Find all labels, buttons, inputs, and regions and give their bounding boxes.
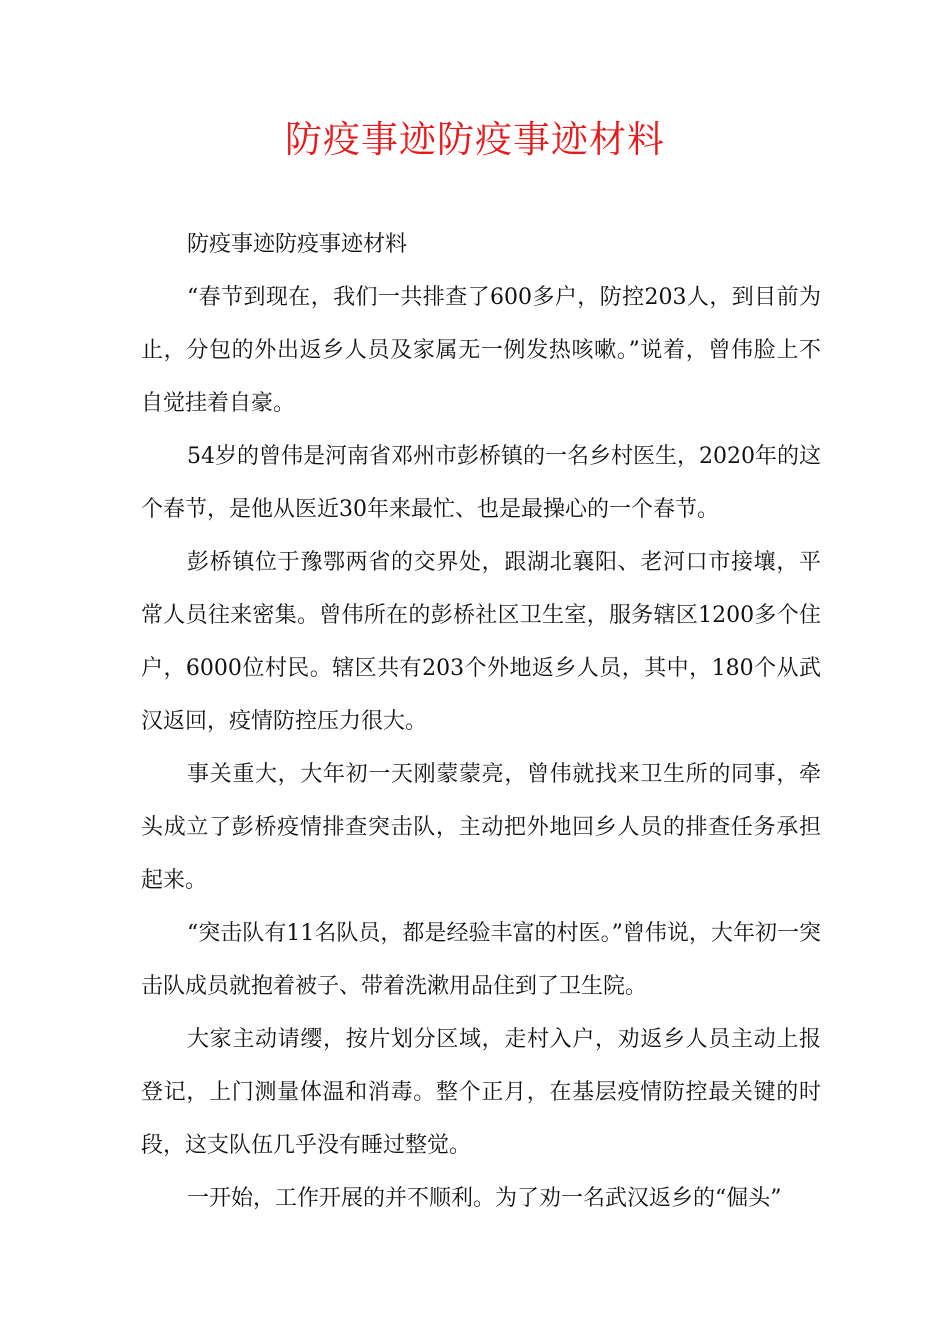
paragraph: “突击队有11名队员，都是经验丰富的村医。”曾伟说，大年初一突击队成员就抱着被子、带着洗漱用品住到了卫生院。 [141,921,821,999]
paragraph: 大家主动请缨，按片划分区域，走村入户，劝返乡人员主动上报登记，上门测量体温和消毒。整个正月，在基层疫情防控最关键的时段，这支队伍几乎没有睡过整觉。 [141,1027,821,1158]
document-title: 防疫事迹防疫事迹材料 [285,118,665,161]
document-body [141,218,821,1225]
paragraph: “春节到现在，我们一共排查了600多户，防控203人，到目前为止，分包的外出返乡人员及家属无一例发热咳嗽。”说着，曾伟脸上不自觉挂着自豪。 [141,285,821,416]
paragraph: 事关重大，大年初一天刚蒙蒙亮，曾伟就找来卫生所的同事，牵头成立了彭桥疫情排查突击队，主动把外地回乡人员的排查任务承担起来。 [141,762,821,893]
paragraph-subtitle: 防疫事迹防疫事迹材料 [187,232,408,257]
paragraph: 一开始，工作开展的并不顺利。为了劝一名武汉返乡的“倔头” [187,1186,782,1211]
paragraph: 54岁的曾伟是河南省邓州市彭桥镇的一名乡村医生，2020年的这个春节，是他从医近30年来最忙、也是最操心的一个春节。 [141,444,821,522]
paragraph: 彭桥镇位于豫鄂两省的交界处，跟湖北襄阳、老河口市接壤，平常人员往来密集。曾伟所在的彭桥社区卫生室，服务辖区1200多个住户，6000位村民。辖区共有203个外地返乡人员，其中，180个从武汉返回，疫情防控压力很大。 [141,550,821,734]
